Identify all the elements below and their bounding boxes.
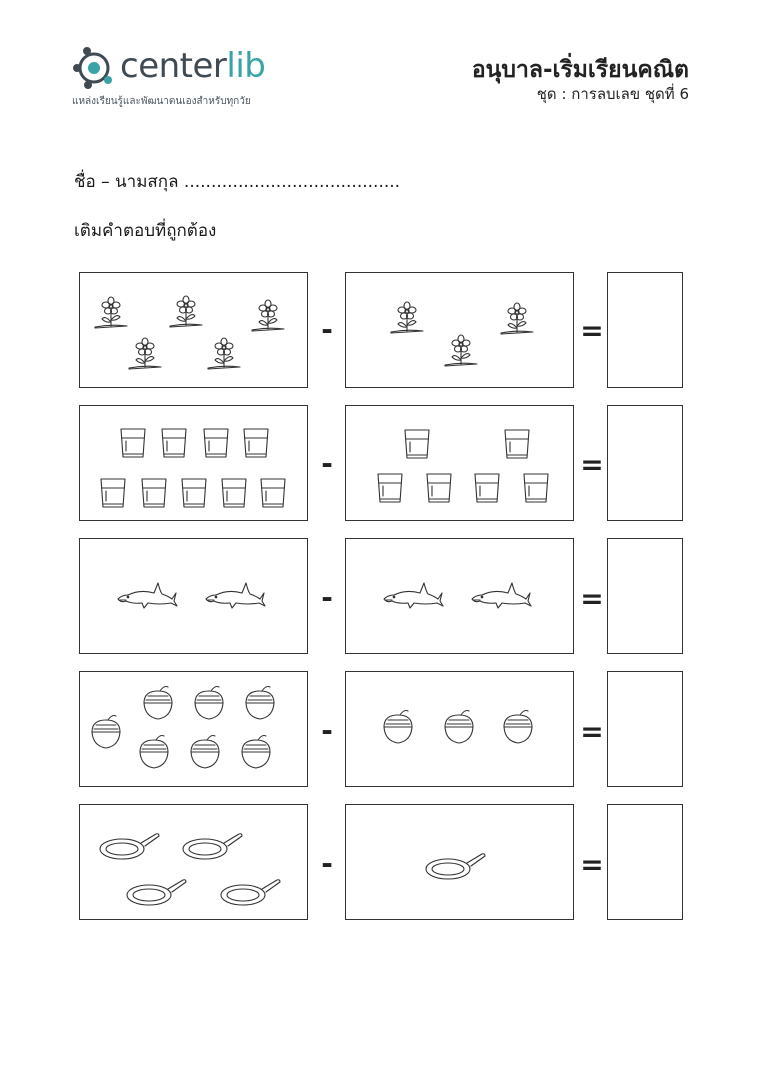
glass-icon [162,429,186,457]
acorn-icon [144,687,172,720]
frying-pan-icon [221,880,280,905]
problem-2-answer-box[interactable] [607,405,683,521]
dolphin-icon [472,583,531,608]
frying-pan-icon [100,834,159,859]
problem-4-subtrahend-box [345,671,574,787]
equals-sign: = [580,448,604,481]
flower-icon [208,338,240,369]
equals-sign: = [580,582,604,615]
problem-1-answer-box[interactable] [607,272,683,388]
minus-sign: - [321,313,333,346]
molecule-logo-icon [70,42,118,90]
equals-sign: = [580,715,604,748]
student-name-line[interactable]: ชื่อ – นามสกุล ........................................ [74,172,401,192]
flower-icon [445,335,477,366]
frying-pan-icon [183,834,242,859]
problem-4-minuend-box [79,671,308,787]
glass-icon [378,474,402,502]
frying-pan-icon [127,880,186,905]
glass-icon [505,430,529,458]
acorn-icon [242,736,270,769]
glass-icon [121,429,145,457]
instruction-text: เติมคำตอบที่ถูกต้อง [74,221,217,241]
problem-1-minuend-box [79,272,308,388]
glass-icon [524,474,548,502]
glass-icon [475,474,499,502]
problem-3-subtrahend-box [345,538,574,654]
brand-name [120,46,265,86]
minus-sign: - [321,447,333,480]
dolphin-icon [206,583,265,608]
acorn-icon [384,711,412,744]
glass-icon [261,479,285,507]
problem-5-subtrahend-box [345,804,574,920]
problem-5-minuend-box [79,804,308,920]
worksheet-subtitle: ชุด : การลบเลข ชุดที่ 6 [536,85,689,103]
acorn-icon [140,736,168,769]
problem-4-answer-box[interactable] [607,671,683,787]
problem-3-minuend-box [79,538,308,654]
acorn-icon [195,687,223,720]
glass-icon [222,479,246,507]
minus-sign: - [321,847,333,880]
equals-sign: = [580,314,604,347]
flower-icon [170,296,202,327]
flower-icon [252,300,284,331]
glass-icon [405,430,429,458]
glass-icon [101,479,125,507]
brand-name-main: center [120,46,227,86]
problem-1-subtrahend-box [345,272,574,388]
glass-icon [204,429,228,457]
worksheet-title: อนุบาล-เริ่มเรียนคณิต [471,57,689,83]
flower-icon [95,297,127,328]
brand-tagline: แหล่งเรียนรู้และพัฒนาตนเองสำหรับทุกวัย [72,96,251,107]
dolphin-icon [384,583,443,608]
acorn-icon [92,716,120,749]
problem-2-minuend-box [79,405,308,521]
glass-icon [244,429,268,457]
equals-sign: = [580,848,604,881]
glass-icon [427,474,451,502]
glass-icon [182,479,206,507]
acorn-icon [445,711,473,744]
acorn-icon [504,711,532,744]
flower-icon [501,303,533,334]
glass-icon [142,479,166,507]
problem-5-answer-box[interactable] [607,804,683,920]
minus-sign: - [321,714,333,747]
centerlib-logo [70,40,300,110]
minus-sign: - [321,581,333,614]
flower-icon [129,338,161,369]
acorn-icon [191,736,219,769]
problem-2-subtrahend-box [345,405,574,521]
frying-pan-icon [426,854,485,879]
problem-3-answer-box[interactable] [607,538,683,654]
acorn-icon [246,687,274,720]
flower-icon [391,302,423,333]
brand-name-accent: lib [226,46,266,86]
dolphin-icon [118,583,177,608]
